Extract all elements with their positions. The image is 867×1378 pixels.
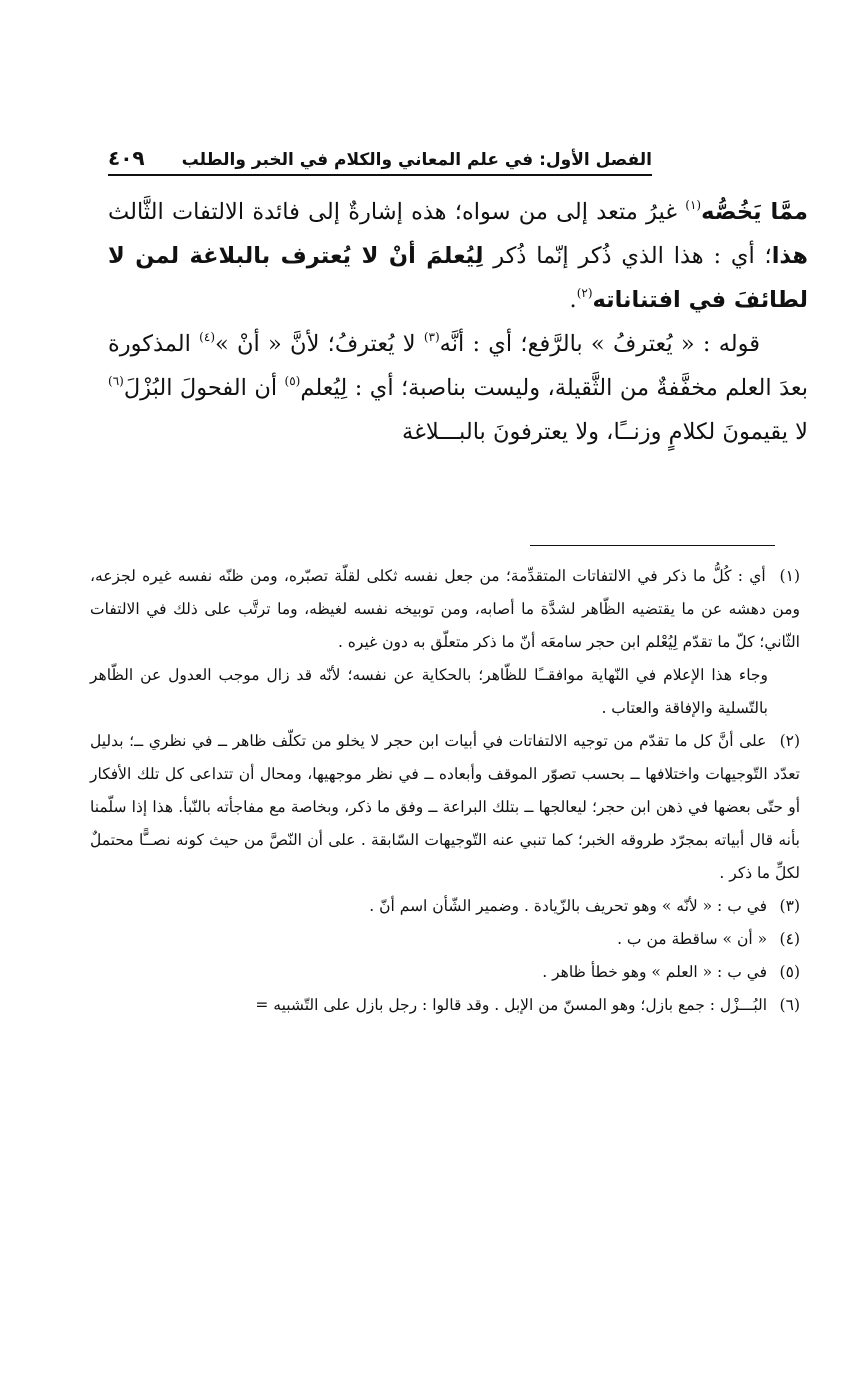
footnote-marker-4: (٤) bbox=[199, 329, 215, 344]
footnote-1 bbox=[90, 560, 800, 659]
footnote-text: البُـــزْل : جمع بازل؛ وهو المسنّ من الإبل . وقد قالوا : رجل بازل على التّشبيه = bbox=[255, 996, 768, 1014]
footnote-marker-2: (٢) bbox=[576, 285, 593, 300]
header-rule bbox=[108, 174, 652, 176]
footnotes bbox=[90, 560, 800, 1022]
footnote-marker-1: (١) bbox=[685, 197, 702, 212]
commentary-text: المذكورة بعدَ العلم مخفَّفةٌ من الثَّقيلة، وليست بناصبة؛ أي : لِيُعلم bbox=[108, 331, 808, 401]
lemma-text: لِيُعلمَ أنْ لا يُعترف بالبلاغة لمن لا لطائفَ في افتناناته bbox=[108, 243, 808, 313]
footnote-number: (٤) bbox=[779, 930, 800, 948]
footnote-text: في ب : « لأنّه » وهو تحريف بالزّيادة . وضمير الشّأن اسم أنّ . bbox=[369, 897, 768, 915]
commentary-text: لا يُعترفُ؛ لأنَّ « أنْ » bbox=[215, 331, 424, 357]
lemma-text: ممَّا يَخُصُّه bbox=[701, 199, 808, 225]
footnote-separator bbox=[530, 545, 775, 546]
main-paragraph-2 bbox=[108, 322, 808, 454]
footnote-text: أي : كُلُّ ما ذكر في الالتفاتات المتقدِّمة؛ من جعل نفسه ثكلى لقلّة تصبّره، ومن ظنّه نفسه غيره لجزعه، ومن دهشه عن ما يقتضيه الظّاهر لشدَّة ما أصابه، ومن توبيخه نفسه لغيظه، وما ترتَّب على ذلك في الالتفات الثّاني؛ كلّ ما تقدّم لِيُعْلم ابن حجر سامعَه أنّ ما ذكر متعلّق به دون غيره . bbox=[90, 567, 800, 651]
footnote-3 bbox=[90, 890, 800, 923]
footnote-4 bbox=[90, 923, 800, 956]
footnote-marker-6: (٦) bbox=[108, 373, 124, 388]
commentary-text: قوله : « يُعترفُ » بالرَّفع؛ أي : أنَّه bbox=[439, 331, 760, 357]
running-header bbox=[108, 130, 652, 170]
footnote-number: (١) bbox=[779, 567, 800, 585]
main-paragraph-1 bbox=[108, 190, 808, 322]
footnote-text: على أنَّ كل ما تقدّم من توجيه الالتفاتات في أبيات ابن حجر لا يخلو من تكلّف ظاهر ــ في نظري ــ؛ بدليل تعدّد التّوجيهات واختلافها ــ بحسب تصوّر الموقف وأبعاده ــ في نظر موجهيها، ومحال أن تتداعى كل تلك الأفكار أو حتّى بعضها في ذهن ابن حجر؛ ليعالجها ــ بتلك البراعة ــ وفق ما ذكر، وبخاصة مع مفاجأته بالنّبأ. هذا إذا سلّمنا بأنه قال أبياته بمجرّد طروقه الخبر؛ كما تنبي عنه التّوجيهات السّابقة . على أن النّصَّ من حيث كونه نصــًّا محتملٌ لكلِّ ما ذكر . bbox=[90, 732, 800, 882]
commentary-text: . bbox=[569, 287, 577, 313]
lemma-text: هذا bbox=[771, 243, 809, 269]
commentary-text: ؛ أي : هذا الذي ذُكر إنّما ذُكر bbox=[483, 243, 772, 269]
footnote-6 bbox=[90, 989, 800, 1022]
commentary-text: أن الفحولَ البُزْلَ bbox=[123, 375, 285, 401]
commentary-text: غيرُ متعد إلى من سواه؛ هذه إشارةٌ إلى فائدة الالتفات الثَّالث bbox=[108, 199, 686, 225]
footnote-number: (٣) bbox=[779, 897, 800, 915]
footnote-2 bbox=[90, 725, 800, 890]
footnote-marker-3: (٣) bbox=[423, 329, 440, 344]
main-text bbox=[108, 190, 808, 454]
footnote-marker-5: (٥) bbox=[284, 373, 301, 388]
running-title: الفصل الأول: في علم المعاني والكلام في الخبر والطلب bbox=[181, 150, 652, 170]
commentary-text: لا يقيمونَ لكلامٍ وزنــًا، ولا يعترفونَ بالبـــلاغة bbox=[402, 419, 808, 445]
footnote-1-continuation: وجاء هذا الإعلام في النّهاية موافقــًا للظّاهر؛ بالحكاية عن نفسه؛ لأنّه قد زال موجب العدول عن الظّاهر بالتّسلية والإفاقة والعتاب . bbox=[90, 666, 768, 717]
footnote-number: (٦) bbox=[779, 996, 800, 1014]
footnote-number: (٥) bbox=[779, 963, 800, 981]
footnote-number: (٢) bbox=[779, 732, 801, 750]
page-number: ٤٠٩ bbox=[108, 146, 145, 170]
footnote-text: « أن » ساقطة من ب . bbox=[617, 930, 768, 948]
footnote-5 bbox=[90, 956, 800, 989]
footnote-text: في ب : « العلم » وهو خطأ ظاهر . bbox=[542, 963, 768, 981]
